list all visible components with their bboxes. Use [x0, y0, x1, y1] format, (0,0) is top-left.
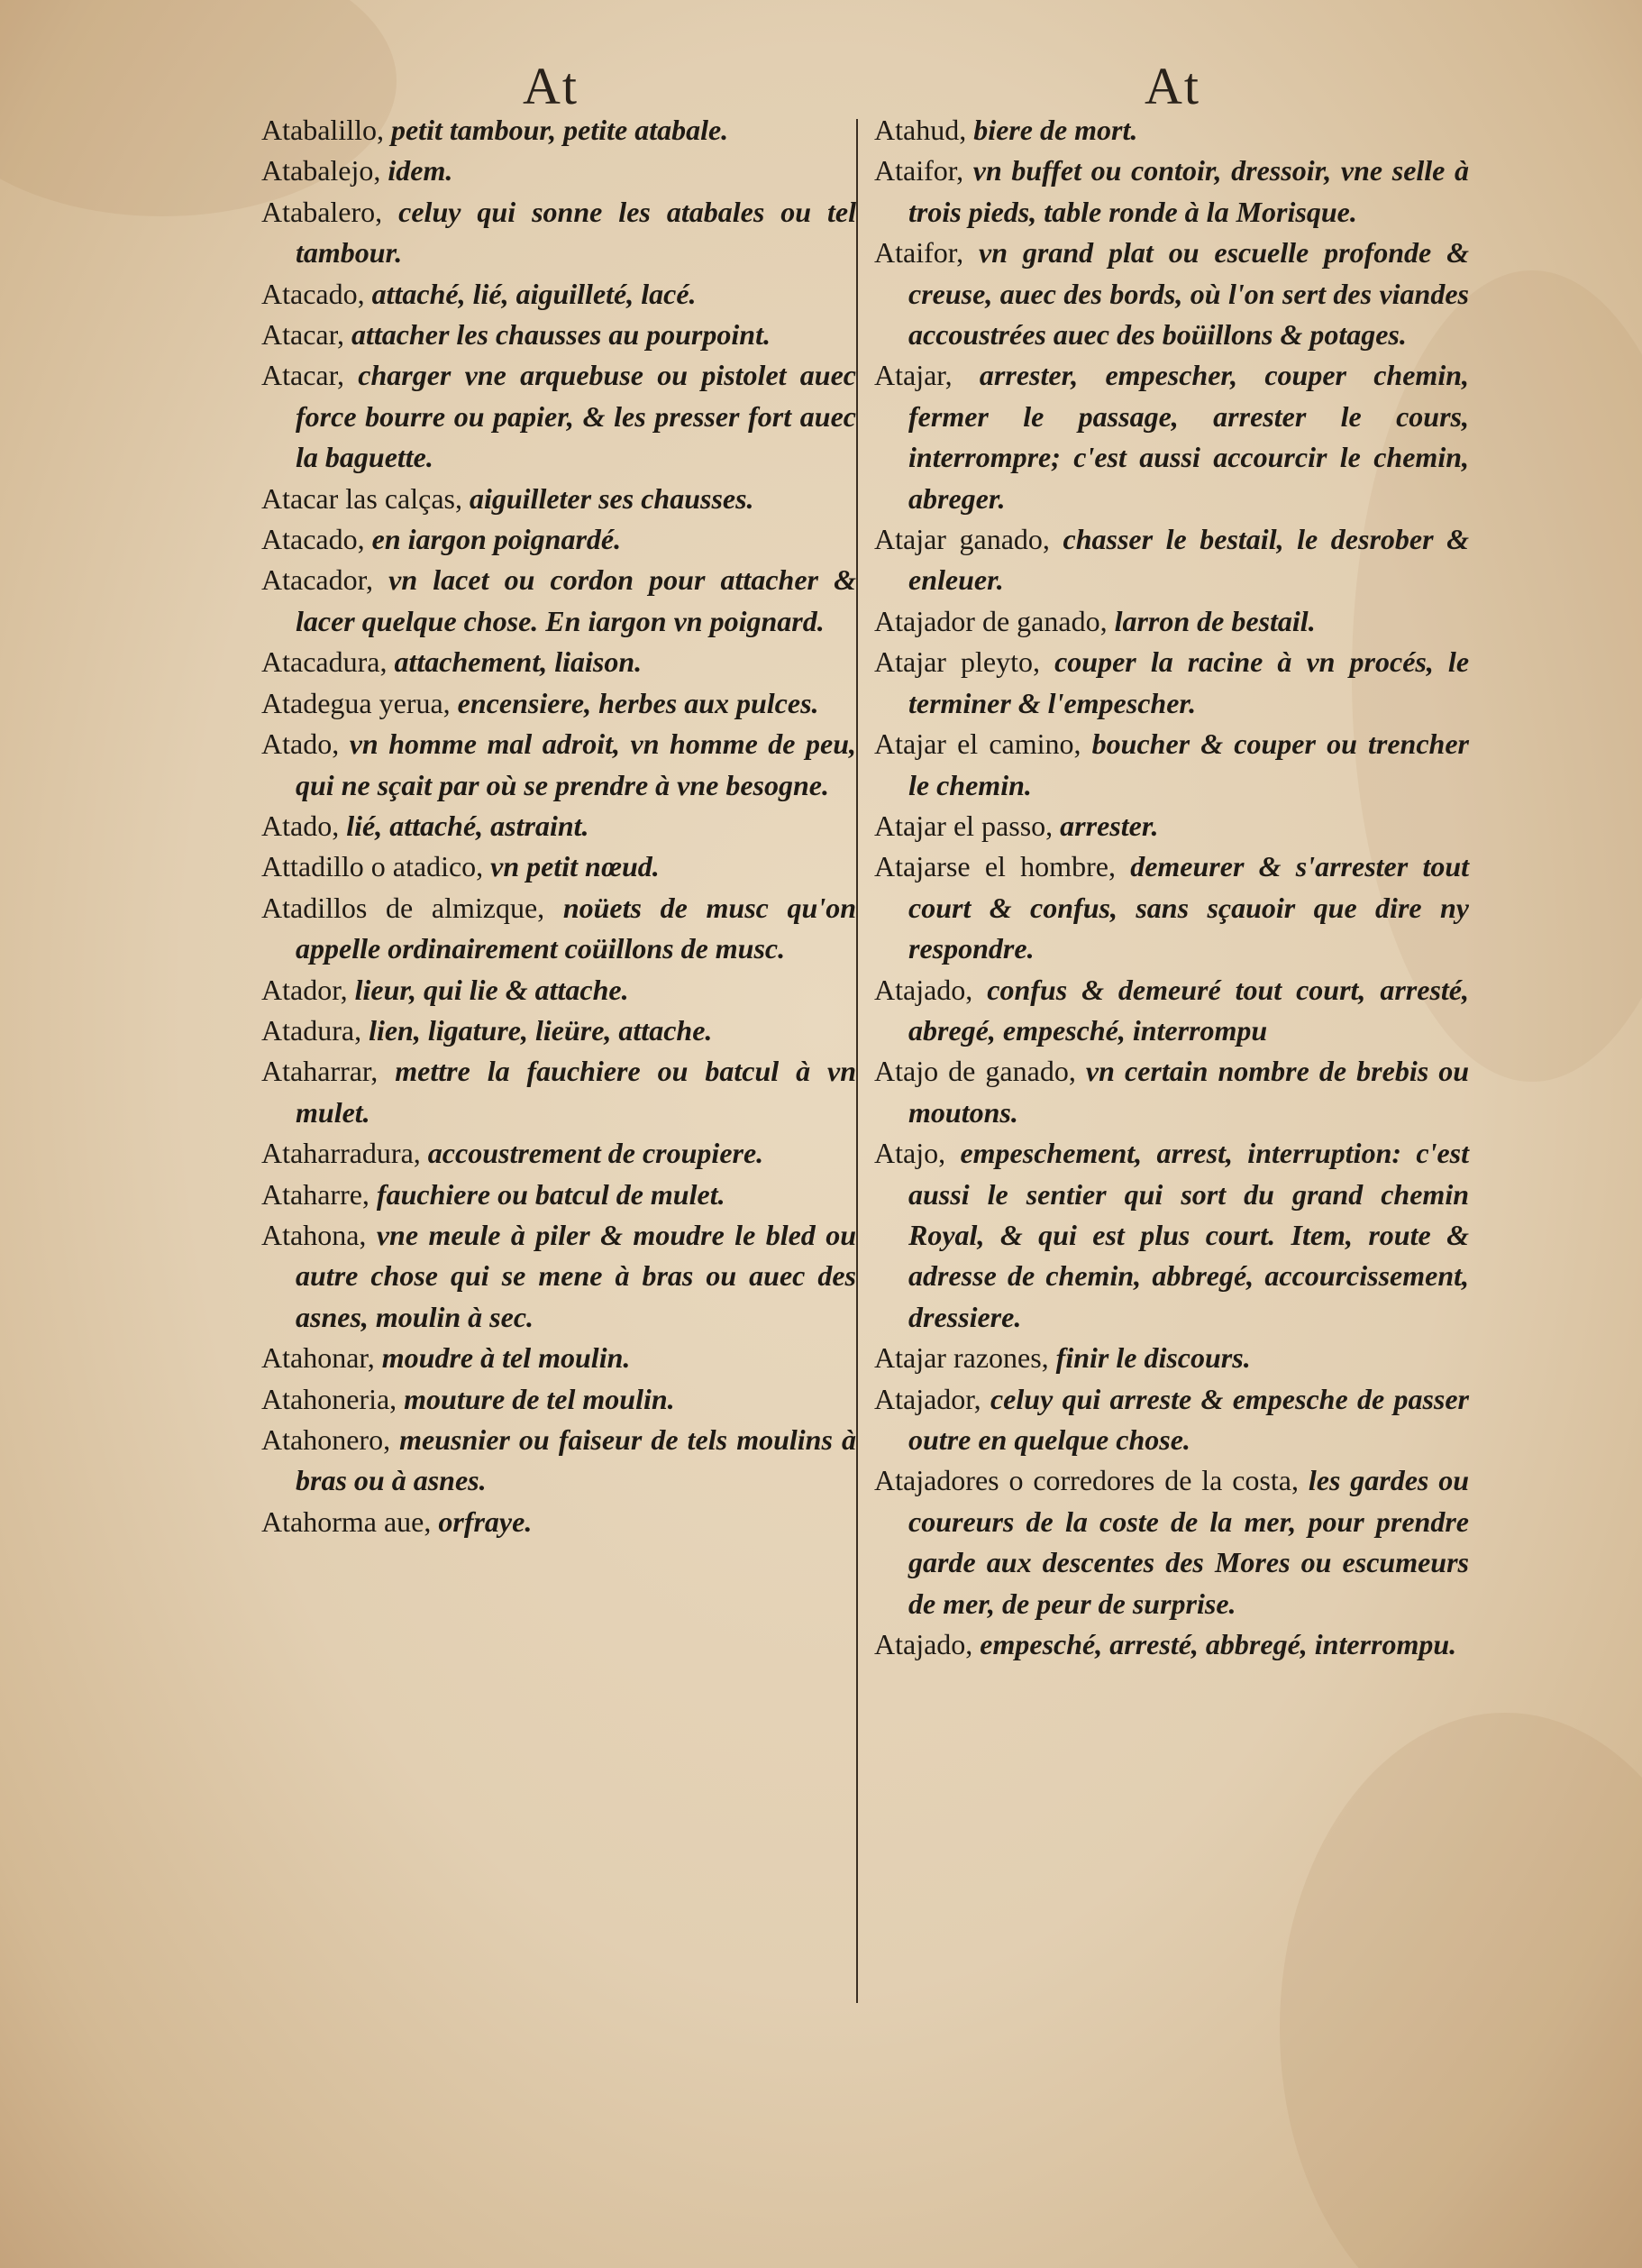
entry-headword: Atajar — [874, 359, 945, 392]
dictionary-entry: Atajar el camino, boucher & couper ou trencher le chemin. — [874, 727, 1470, 801]
entry-headword: Atajador — [874, 1382, 974, 1415]
dictionary-entry: Atahonero, meusnier ou faiseur de tels moulins à bras ou à asnes. — [261, 1423, 857, 1497]
entry-definition: attaché, lié, aiguilleté, lacé. — [371, 277, 697, 310]
dictionary-entry: Ataharradura, accoustrement de croupiere. — [261, 1137, 764, 1170]
entry-headword: Atajo — [874, 1137, 939, 1170]
dictionary-entry: Atadegua yerua, encensiere, herbes aux pulces. — [261, 686, 819, 719]
dictionary-entry: Atajar ganado, chasser le bestail, le desrober & enleuer. — [874, 523, 1470, 597]
dictionary-entry: Atacador, vn lacet ou cordon pour attacher & lacer quelque chose. En iargon vn poignard. — [261, 563, 857, 637]
entry-headword: Atabalillo — [261, 114, 377, 146]
dictionary-entry: Atador, lieur, qui lie & attache. — [261, 973, 629, 1006]
dictionary-entry: Ataifor, vn buffet ou contoir, dressoir, vne selle à trois pieds, table ronde à la Morisque. — [874, 154, 1469, 228]
dictionary-entry: Atajador, celuy qui arreste & empesche de passer outre en quelque chose. — [874, 1382, 1469, 1456]
entry-definition: orfraye. — [438, 1504, 533, 1538]
entry-headword: Atahorma aue — [261, 1504, 424, 1538]
entry-headword: Atacar — [261, 359, 337, 392]
dictionary-entry: Atajado, confus & demeuré tout court, arresté, abregé, empesché, interrompu — [874, 973, 1470, 1047]
entry-definition: larron de bestail. — [1114, 604, 1316, 637]
dictionary-entry: Atajar el passo, arrester. — [874, 809, 1159, 842]
entry-definition: noüets de musc qu'on appelle ordinairement coüillons de musc. — [296, 891, 857, 965]
entry-definition: en iargon poignardé. — [371, 523, 622, 556]
entry-definition: moudre à tel moulin. — [381, 1341, 631, 1375]
entry-headword: Atajar razones — [874, 1341, 1042, 1375]
entry-definition: confus & demeuré tout court, arresté, abregé, empesché, interrompu — [908, 973, 1470, 1047]
entry-headword: Atadegua yerua — [261, 686, 443, 719]
running-head-right: At — [1145, 57, 1200, 115]
dictionary-entry: Atacar, attacher les chausses au pourpoint. — [261, 318, 771, 352]
entry-headword: Atabalero — [261, 195, 376, 228]
dictionary-entry: Atacar, charger vne arquebuse ou pistolet auec force bourre ou papier, & les presser fort auec la baguette. — [261, 359, 857, 474]
entry-definition: vn buffet ou contoir, dressoir, vne selle à trois pieds, table ronde à la Morisque. — [908, 154, 1469, 228]
entry-headword: Atajar pleyto — [874, 645, 1034, 679]
entry-headword: Atacado — [261, 523, 358, 556]
entry-definition: celuy qui arreste & empesche de passer outre en quelque chose. — [908, 1382, 1469, 1456]
entry-headword: Atahonero — [261, 1423, 384, 1456]
entry-definition: demeurer & s'arrester tout court & confus, sans sçauoir que dire ny respondre. — [908, 850, 1470, 965]
entry-headword: Atajar ganado — [874, 523, 1043, 556]
entry-headword: Atadura — [261, 1013, 355, 1047]
dictionary-entry: Atadillos de almizque, noüets de musc qu'on appelle ordinairement coüillons de musc. — [261, 891, 857, 965]
entry-definition: empesché, arresté, abbregé, interrompu. — [980, 1628, 1457, 1661]
dictionary-entry: Atajador de ganado, larron de bestail. — [874, 604, 1316, 637]
entry-definition: empeschement, arrest, interruption: c'est aussi le sentier qui sort du grand chemin Royal, & qui est plus court. Item, route & adresse de chemin, abbregé, accourcissement, dressiere. — [908, 1137, 1470, 1333]
dictionary-entry: Atajar, arrester, empescher, couper chemin, fermer le passage, arrester le cours, interrompre; c'est aussi accourcir le chemin, abreger. — [874, 359, 1470, 515]
dictionary-entry: Atacado, attaché, lié, aiguilleté, lacé. — [261, 277, 697, 310]
entry-definition: lié, attaché, astraint. — [346, 809, 589, 842]
entry-definition: arrester. — [1060, 809, 1159, 842]
stain — [1280, 1713, 1642, 2268]
entry-headword: Atacado — [261, 277, 358, 310]
entry-definition: lieur, qui lie & attache. — [354, 973, 629, 1006]
entry-headword: Ataharre — [261, 1177, 362, 1211]
entry-definition: couper la racine à vn procés, le terminer & l'empescher. — [908, 645, 1470, 719]
entry-headword: Atado — [261, 727, 333, 761]
entry-definition: vn grand plat ou escuelle profonde & creuse, auec des bords, où l'on sert des viandes accoustrées auec des boüillons & potages. — [908, 236, 1470, 352]
entry-headword: Atajarse el hombre — [874, 850, 1108, 883]
entry-definition: encensiere, herbes aux pulces. — [457, 686, 819, 719]
dictionary-entry: Atabalero, celuy qui sonne les atabales ou tel tambour. — [261, 195, 857, 270]
entry-headword: Atado — [261, 809, 333, 842]
dictionary-entry: Atahona, vne meule à piler & moudre le bled ou autre chose qui se mene à bras ou auec des asnes, moulin à sec. — [261, 1218, 857, 1333]
dictionary-entry: Attadillo o atadico, vn petit nœud. — [261, 850, 660, 883]
dictionary-entry: Atajado, empesché, arresté, abbregé, interrompu. — [874, 1628, 1457, 1661]
entry-definition: vn lacet ou cordon pour attacher & lacer quelque chose. En iargon vn poignard. — [296, 563, 857, 637]
entry-definition: idem. — [388, 154, 453, 187]
entry-headword: Atacadura — [261, 645, 380, 679]
entry-headword: Atahoneria — [261, 1382, 390, 1415]
entry-definition: mouture de tel moulin. — [404, 1382, 675, 1415]
entry-definition: attacher les chausses au pourpoint. — [351, 318, 771, 352]
dictionary-entry: Atabalillo, petit tambour, petite atabale. — [261, 114, 729, 146]
entry-definition: fauchiere ou batcul de mulet. — [376, 1177, 725, 1211]
column-rule — [856, 119, 858, 2003]
entry-headword: Ataharrar — [261, 1055, 371, 1088]
entry-definition: chasser le bestail, le desrober & enleuer. — [908, 523, 1470, 597]
dictionary-entry: Ataharre, fauchiere ou batcul de mulet. — [261, 1177, 725, 1211]
dictionary-entry: Atahonar, moudre à tel moulin. — [261, 1341, 631, 1375]
entry-definition: boucher & couper ou trencher le chemin. — [908, 727, 1470, 801]
entry-definition: arrester, empescher, couper chemin, fermer le passage, arrester le cours, interrompre; c'est aussi accourcir le chemin, abreger. — [908, 359, 1470, 515]
entry-headword: Atahonar — [261, 1341, 368, 1375]
dictionary-entry: Atahoneria, mouture de tel moulin. — [261, 1382, 675, 1415]
dictionary-entry: Atajo de ganado, vn certain nombre de brebis ou moutons. — [874, 1055, 1470, 1129]
entry-definition: celuy qui sonne les atabales ou tel tambour. — [296, 195, 857, 270]
entry-definition: aiguilleter ses chausses. — [469, 481, 754, 515]
entry-definition: vne meule à piler & moudre le bled ou autre chose qui se mene à bras ou auec des asnes, moulin à sec. — [296, 1218, 857, 1333]
entry-headword: Atahud — [874, 114, 960, 146]
entry-headword: Ataharradura — [261, 1137, 414, 1170]
entry-definition: biere de mort. — [973, 114, 1138, 146]
entry-headword: Atajador de ganado — [874, 604, 1100, 637]
dictionary-entry: Atacadura, attachement, liaison. — [261, 645, 643, 679]
entry-headword: Atadillos de almizque — [261, 891, 538, 924]
entry-definition: meusnier ou faiseur de tels moulins à bras ou à asnes. — [296, 1423, 857, 1497]
dictionary-entry: Atajadores o corredores de la costa, les gardes ou coureurs de la coste de la mer, pour prendre garde aux descentes des Mores ou escumeurs de mer, de peur de surprise. — [874, 1464, 1470, 1620]
dictionary-entry: Ataharrar, mettre la fauchiere ou batcul à vn mulet. — [261, 1055, 857, 1129]
right-column — [874, 110, 1469, 1665]
entry-headword: Atacar — [261, 318, 337, 352]
entry-definition: charger vne arquebuse ou pistolet auec force bourre ou papier, & les presser fort auec la baguette. — [296, 359, 857, 474]
entry-headword: Atador — [261, 973, 341, 1006]
entry-headword: Ataifor — [874, 154, 957, 187]
entry-headword: Atajado — [874, 973, 966, 1006]
entry-definition: lien, ligature, lieüre, attache. — [369, 1013, 713, 1047]
entry-headword: Atahona — [261, 1218, 360, 1251]
dictionary-entry: Atajar razones, finir le discours. — [874, 1341, 1251, 1375]
entry-definition: mettre la fauchiere ou batcul à vn mulet. — [296, 1055, 857, 1129]
entry-headword: Atajar el camino — [874, 727, 1074, 761]
dictionary-entry: Atado, vn homme mal adroit, vn homme de peu, qui ne sçait par où se prendre à vne besogne. — [261, 727, 857, 801]
left-column — [261, 110, 856, 1542]
dictionary-entry: Atajar pleyto, couper la racine à vn procés, le terminer & l'empescher. — [874, 645, 1470, 719]
dictionary-entry: Atajo, empeschement, arrest, interruption: c'est aussi le sentier qui sort du grand chemin Royal, & qui est plus court. Item, route & adresse de chemin, abbregé, accourcissement, dressiere. — [874, 1137, 1470, 1333]
entry-headword: Atacar las calças — [261, 481, 455, 515]
entry-headword: Atajo de ganado — [874, 1055, 1069, 1088]
entry-headword: Atajadores o corredores de la costa — [874, 1464, 1291, 1497]
entry-definition: vn certain nombre de brebis ou moutons. — [908, 1055, 1470, 1129]
dictionary-entry: Atahorma aue, orfraye. — [261, 1504, 533, 1538]
entry-headword: Attadillo o atadico — [261, 850, 477, 883]
entry-definition: vn petit nœud. — [490, 850, 660, 883]
dictionary-entry: Atahud, biere de mort. — [874, 114, 1138, 146]
entry-headword: Atajado — [874, 1628, 966, 1661]
dictionary-entry: Atacar las calças, aiguilleter ses chausses. — [261, 481, 754, 515]
dictionary-entry: Atado, lié, attaché, astraint. — [261, 809, 589, 842]
entry-headword: Atajar el passo — [874, 809, 1046, 842]
entry-definition: petit tambour, petite atabale. — [390, 114, 729, 146]
dictionary-entry: Atacado, en iargon poignardé. — [261, 523, 622, 556]
running-head-left: At — [523, 57, 579, 115]
entry-definition: accoustrement de croupiere. — [427, 1137, 764, 1170]
dictionary-entry: Atajarse el hombre, demeurer & s'arrester tout court & confus, sans sçauoir que dire ny respondre. — [874, 850, 1470, 965]
dictionary-entry: Atadura, lien, ligature, lieüre, attache. — [261, 1013, 713, 1047]
dictionary-entry: Ataifor, vn grand plat ou escuelle profonde & creuse, auec des bords, où l'on sert des viandes accoustrées auec des boüillons & potages. — [874, 236, 1470, 352]
entry-definition: vn homme mal adroit, vn homme de peu, qui ne sçait par où se prendre à vne besogne. — [296, 727, 857, 801]
entry-definition: finir le discours. — [1055, 1341, 1251, 1375]
entry-definition: les gardes ou coureurs de la coste de la mer, pour prendre garde aux descentes des Mores ou escumeurs de mer, de peur de surprise. — [908, 1464, 1470, 1620]
entry-headword: Ataifor — [874, 236, 957, 270]
entry-headword: Atabalejo — [261, 154, 374, 187]
entry-definition: attachement, liaison. — [394, 645, 643, 679]
entry-headword: Atacador — [261, 563, 366, 597]
dictionary-entry: Atabalejo, idem. — [261, 154, 453, 187]
